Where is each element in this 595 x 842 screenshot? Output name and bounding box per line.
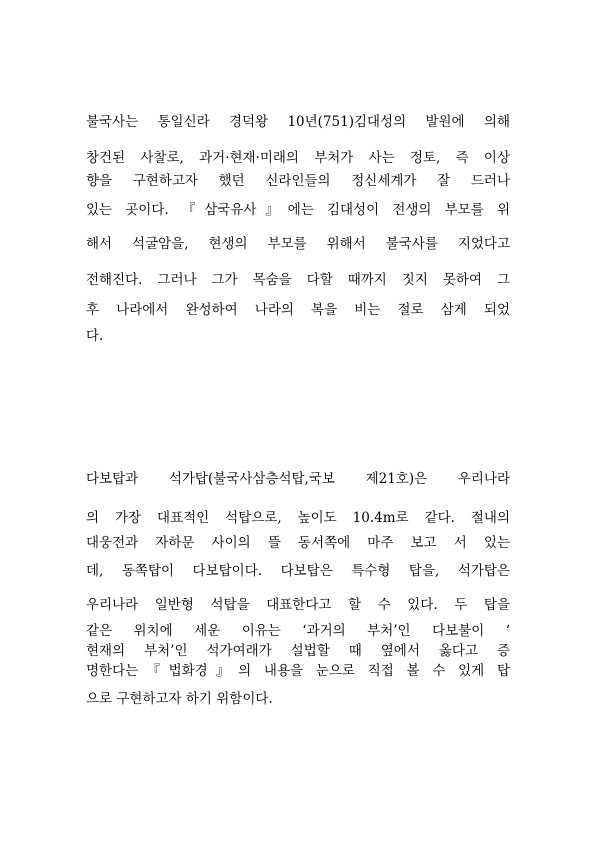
text-line: 현재의 부처’인 석가여래가 설법할 때 옆에서 옳다고 증: [86, 643, 510, 659]
text-line: 우리나라 일반형 석탑을 대표한다고 할 수 있다. 두 탑을: [86, 597, 510, 613]
text-line: 다보탑과 석가탑(불국사삼층석탑,국보 제21호)은 우리나라: [86, 471, 510, 487]
text-line: 불국사는 통일신라 경덕왕 10년(751)김대성의 발원에 의해: [86, 114, 510, 130]
text-line: 의 가장 대표적인 석탑으로, 높이도 10.4m로 같다. 절내의: [86, 510, 510, 526]
text-line: 같은 위치에 세운 이유는 ‘과거의 부처’인 다보불이 ‘: [86, 623, 510, 639]
text-line: 전해진다. 그러나 그가 목숨을 다할 때까지 짓지 못하여 그: [86, 272, 510, 288]
text-line: 향을 구현하고자 했던 신라인들의 정신세계가 잘 드러나: [86, 173, 510, 189]
text-line: 다.: [86, 328, 104, 344]
text-line: 창건된 사찰로, 과거·현재·미래의 부처가 사는 정토, 즉 이상: [86, 150, 510, 166]
text-line: 데, 동쪽탑이 다보탑이다. 다보탑은 특수형 탑을, 석가탑은: [86, 563, 510, 579]
text-line: 후 나라에서 완성하여 나라의 복을 비는 절로 삼게 되었: [86, 302, 510, 318]
paragraph-bulguksa-history: [86, 113, 510, 353]
paragraph-dabotap-seokgatap: [86, 470, 510, 710]
text-line: 으로 구현하고자 하기 위함이다.: [86, 691, 273, 707]
text-line: 해서 석굴암을, 현생의 부모를 위해서 불국사를 지었다고: [86, 236, 510, 252]
text-line: 대웅전과 자하문 사이의 뜰 동서쪽에 마주 보고 서 있는: [86, 535, 510, 551]
text-line: 명한다는『법화경』의 내용을 눈으로 직접 볼 수 있게 탑: [86, 663, 510, 679]
text-line: 있는 곳이다. 『삼국유사』에는 김대성이 전생의 부모를 위: [86, 202, 510, 218]
